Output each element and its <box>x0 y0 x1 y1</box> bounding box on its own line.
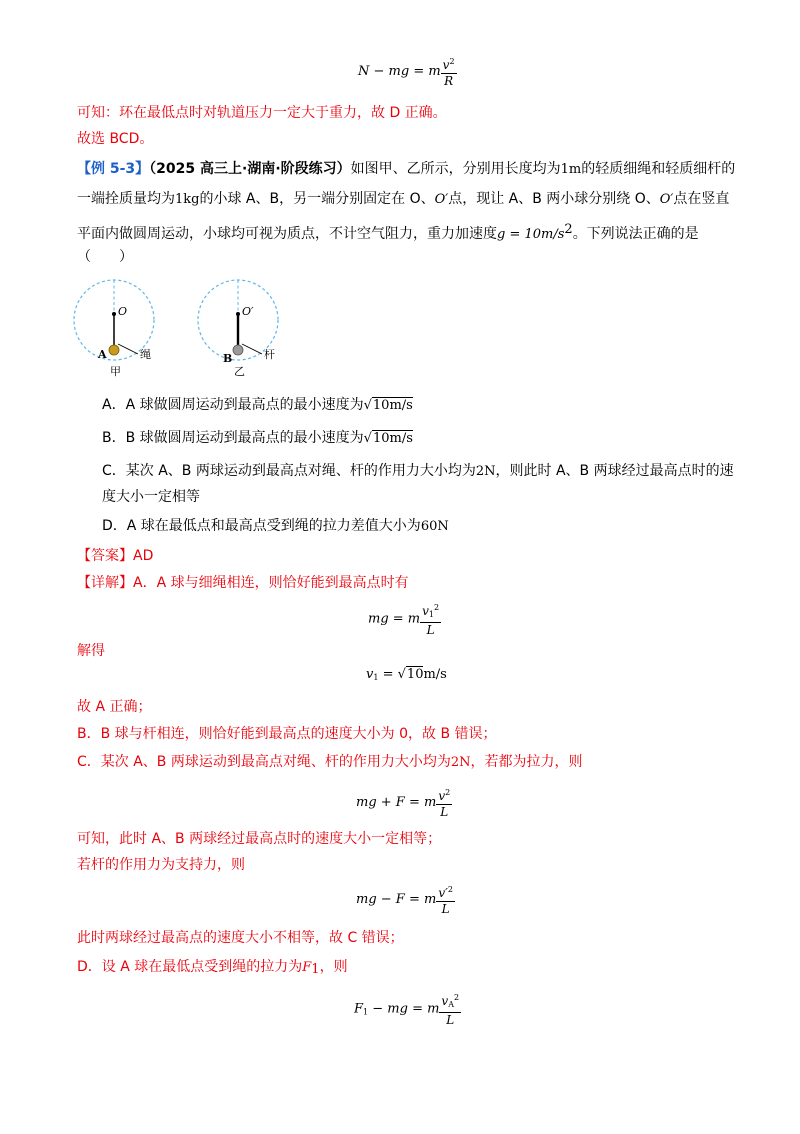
equation-lhs: mg + F = m <box>356 795 437 810</box>
length-value: 1m <box>560 162 582 177</box>
detail-c-support: 若杆的作用力为支持力，则 <box>77 857 245 873</box>
detail-d-line <box>77 957 348 980</box>
detail-text: ，则 <box>319 959 348 975</box>
right-center-label: O′ <box>242 305 254 318</box>
equation-numerator: v <box>422 604 429 618</box>
option-a: A．A 球做圆周运动到最高点的最小速度为√10m/s <box>102 397 413 413</box>
example-line-3 <box>77 220 699 245</box>
detail-text: ，若都为拉力，则 <box>470 754 583 770</box>
option-text: B．B 球做圆周运动到最高点的最小速度为 <box>102 430 364 446</box>
mass-value: 1kg <box>175 192 200 207</box>
equation-lhs: mg = m <box>368 611 421 627</box>
question-text: 如图甲、乙所示，分别用长度均为 <box>350 161 561 177</box>
equation-root: 10 <box>406 667 424 682</box>
question-text: 。下列说法正确的是 <box>572 226 699 242</box>
answer-label: 【答案】 <box>77 548 133 564</box>
detail-c-line <box>77 752 583 773</box>
left-ball-label: A <box>98 348 107 361</box>
equation-lhs: v <box>366 667 374 682</box>
option-value: 60N <box>420 519 449 534</box>
equation-sub: A <box>448 1000 454 1009</box>
option-value: 2N <box>475 464 496 479</box>
equation-numerator: v′ <box>438 886 448 900</box>
detail-value: 2N <box>450 755 471 770</box>
equation-sub: 1 <box>428 610 435 619</box>
question-paren: （ ） <box>77 249 133 265</box>
equation-3 <box>356 785 452 820</box>
equation-denominator: L <box>446 1013 455 1027</box>
option-text: A．A 球做圆周运动到最高点的最小速度为 <box>102 397 364 413</box>
left-pointer <box>118 344 138 354</box>
answer-line <box>77 546 153 566</box>
equation-denominator: L <box>441 902 450 916</box>
question-text: 的轻质细绳和轻质细杆的 <box>581 161 736 177</box>
example-tag: 【例 5-3】 <box>77 161 150 177</box>
option-b: B．B 球做圆周运动到最高点的最小速度为√10m/s <box>102 430 413 446</box>
example-line-1 <box>77 159 735 180</box>
option-text: ，则此时 A、B 两球经过最高点时的速 <box>495 463 734 479</box>
detail-text: A．A 球与细绳相连，则恰好能到最高点时有 <box>133 575 409 591</box>
left-center-label: O <box>118 305 128 318</box>
equation-sup: 2 <box>449 57 455 66</box>
right-tag-label: 杆 <box>264 348 275 361</box>
equation-lhs: F <box>354 1001 364 1017</box>
option-value: 10m/s <box>372 431 413 446</box>
equation-mid: = <box>378 667 398 682</box>
equation-sup: 2 <box>447 885 453 894</box>
equation-denominator: L <box>440 805 449 819</box>
example-line-2 <box>77 189 729 210</box>
example-source: （2025 高三上·湖南·阶段练习） <box>149 161 351 177</box>
conclusion-line: 可知：环在最低点时对轨道压力一定大于重力，故 D 正确。 <box>77 105 447 121</box>
equation-numerator: v <box>442 58 450 72</box>
right-caption: 乙 <box>234 365 245 378</box>
detail-c-mid: 可知，此时 A、B 两球经过最高点时的速度大小一定相等； <box>77 831 442 847</box>
detail-variable: F <box>302 960 312 975</box>
point-label: O′ <box>434 192 449 207</box>
equation-sup: 2 <box>434 603 440 612</box>
solve-line: 解得 <box>77 643 105 659</box>
equation-numerator: v <box>438 789 446 803</box>
equation-unit: m/s <box>423 667 447 682</box>
detail-variable-sub: 1 <box>311 962 320 977</box>
right-pointer <box>242 344 262 354</box>
detail-a-line <box>77 573 409 593</box>
right-ball-label: B <box>223 352 233 365</box>
detail-c-end: 此时两球经过最高点的速度大小不相等，故 C 错误； <box>77 930 404 946</box>
equation-5 <box>354 990 461 1028</box>
equation-4 <box>356 882 455 917</box>
equation-sup: 2 <box>445 788 451 797</box>
equation-mid: − mg = m <box>368 1001 440 1017</box>
ball-b <box>233 345 243 355</box>
question-text: 平面内做圆周运动，小球均可视为质点，不计空气阻力，重力加速度 <box>77 226 497 242</box>
option-text: D．A 球在最低点和最高点受到绳的拉力差值大小为 <box>102 518 421 534</box>
detail-text: D．设 A 球在最低点受到绳的拉力为 <box>77 959 303 975</box>
equation-sub: 1 <box>373 673 379 682</box>
equation-denominator: R <box>444 74 454 88</box>
detail-b-line: B．B 球与杆相连，则恰好能到最高点的速度大小为 0，故 B 错误； <box>77 726 497 742</box>
equation-sub: 1 <box>363 1007 369 1017</box>
equation-top <box>358 54 457 89</box>
equation-1 <box>368 600 441 638</box>
ball-a <box>109 345 119 355</box>
gravity-sup: 2 <box>564 222 573 237</box>
circular-motion-figure <box>72 272 292 380</box>
question-text: 一端拴质量均为 <box>77 191 175 207</box>
question-text: 的小球 A、B，另一端分别固定在 O、 <box>199 191 435 207</box>
point-label: O′ <box>659 192 674 207</box>
option-value: 10m/s <box>372 398 413 413</box>
equation-2: $v_1 = √10m/s$ <box>366 667 447 682</box>
equation-denominator: L <box>426 623 435 637</box>
left-caption: 甲 <box>110 365 121 378</box>
option-c-line-1 <box>102 461 734 482</box>
choose-line: 故选 BCD。 <box>77 131 154 147</box>
detail-a-end: 故 A 正确； <box>77 699 152 715</box>
question-text: 点，现让 A、B 两小球分别绕 O、 <box>448 191 660 207</box>
question-text: 点在竖直 <box>673 191 730 207</box>
gravity-value: g = 10m/s <box>497 227 565 242</box>
answer-value: AD <box>133 548 154 564</box>
option-c-line-2: 度大小一定相等 <box>102 489 200 505</box>
equation-sup: 2 <box>453 993 460 1002</box>
option-text: C．某次 A、B 两球运动到最高点对绳、杆的作用力大小均为 <box>102 463 476 479</box>
left-tag-label: 绳 <box>140 348 151 361</box>
detail-text: C．某次 A、B 两球运动到最高点对绳、杆的作用力大小均为 <box>77 754 451 770</box>
equation-numerator: v <box>441 994 449 1008</box>
equation-lhs: N − mg = m <box>358 64 441 79</box>
option-d <box>102 516 449 537</box>
equation-lhs: mg − F = m <box>356 892 437 907</box>
detail-label: 【详解】 <box>77 575 133 591</box>
